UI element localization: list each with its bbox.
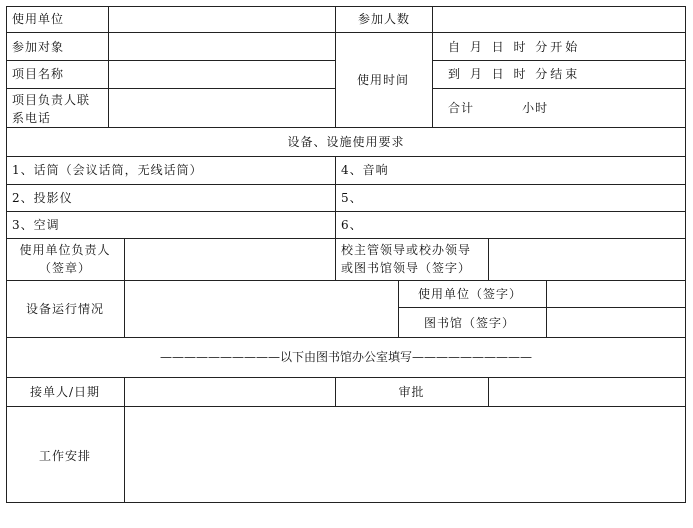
requirement-audio[interactable]: 4、音响 [341,163,389,177]
unit-head-label-line2: （签章） [38,261,91,275]
contact-input[interactable] [109,89,334,127]
contact-label-line2: 系电话 [12,111,52,125]
row-line [6,211,686,212]
participants-label: 参加对象 [12,40,65,54]
unit-head-label-line1: 使用单位负责人 [19,243,111,257]
project-name-label: 项目名称 [12,67,65,81]
row-line [432,32,686,33]
col-line [398,280,399,338]
requirement-air-conditioning[interactable]: 3、空调 [12,218,60,232]
leader-label-line1: 校主管领导或校办领导 [341,243,472,257]
unit-head-sign-input[interactable] [125,239,334,280]
approval-input[interactable] [489,378,685,406]
row-line [432,60,686,61]
row-line [432,88,686,89]
requirements-header: 设备、设施使用要求 [287,135,405,149]
row-line [6,156,686,157]
requirement-6[interactable]: 6、 [341,218,363,232]
border-right [685,6,686,503]
col-line [335,6,336,128]
usage-time-label: 使用时间 [357,73,410,87]
unit-sign-input[interactable] [547,281,685,307]
contact-label-line1: 项目负责人联 [12,93,91,107]
border-bottom [6,502,686,503]
requirement-projector[interactable]: 2、投影仪 [12,191,73,205]
project-name-input[interactable] [109,61,334,88]
equipment-status-input[interactable] [125,281,397,337]
library-sign-label: 图书馆（签字） [424,316,516,330]
using-unit-input[interactable] [109,7,334,32]
library-sign-input[interactable] [547,308,685,337]
row-line [335,32,432,33]
leader-label-line2: 或图书馆领导（签字） [341,261,472,275]
participants-input[interactable] [109,33,334,60]
end-time-row[interactable]: 到 月 日 时 分结束 [448,67,581,81]
using-unit-label: 使用单位 [12,12,65,26]
col-line [335,156,336,239]
work-arrangement-label: 工作安排 [38,449,91,463]
unit-sign-label: 使用单位（签字） [418,287,523,301]
work-arrangement-input[interactable] [125,407,685,502]
row-line [6,184,686,185]
col-line [335,238,336,281]
leader-sign-input[interactable] [489,239,685,280]
receiver-date-label: 接单人/日期 [29,385,101,399]
total-hours-row[interactable]: 合计 小时 [448,101,549,115]
office-section-divider: ——————————以下由图书馆办公室填写—————————— [159,350,532,364]
attendees-label: 参加人数 [358,12,411,26]
requirement-microphone[interactable]: 1、话筒（会议话筒，无线话筒） [12,163,203,177]
requirement-5[interactable]: 5、 [341,191,363,205]
row-line [6,337,686,338]
equipment-status-label: 设备运行情况 [25,302,104,316]
approval-label: 审批 [398,385,425,399]
attendees-input[interactable] [433,7,685,32]
start-time-row[interactable]: 自 月 日 时 分开始 [448,40,581,54]
receiver-input[interactable] [125,378,334,406]
